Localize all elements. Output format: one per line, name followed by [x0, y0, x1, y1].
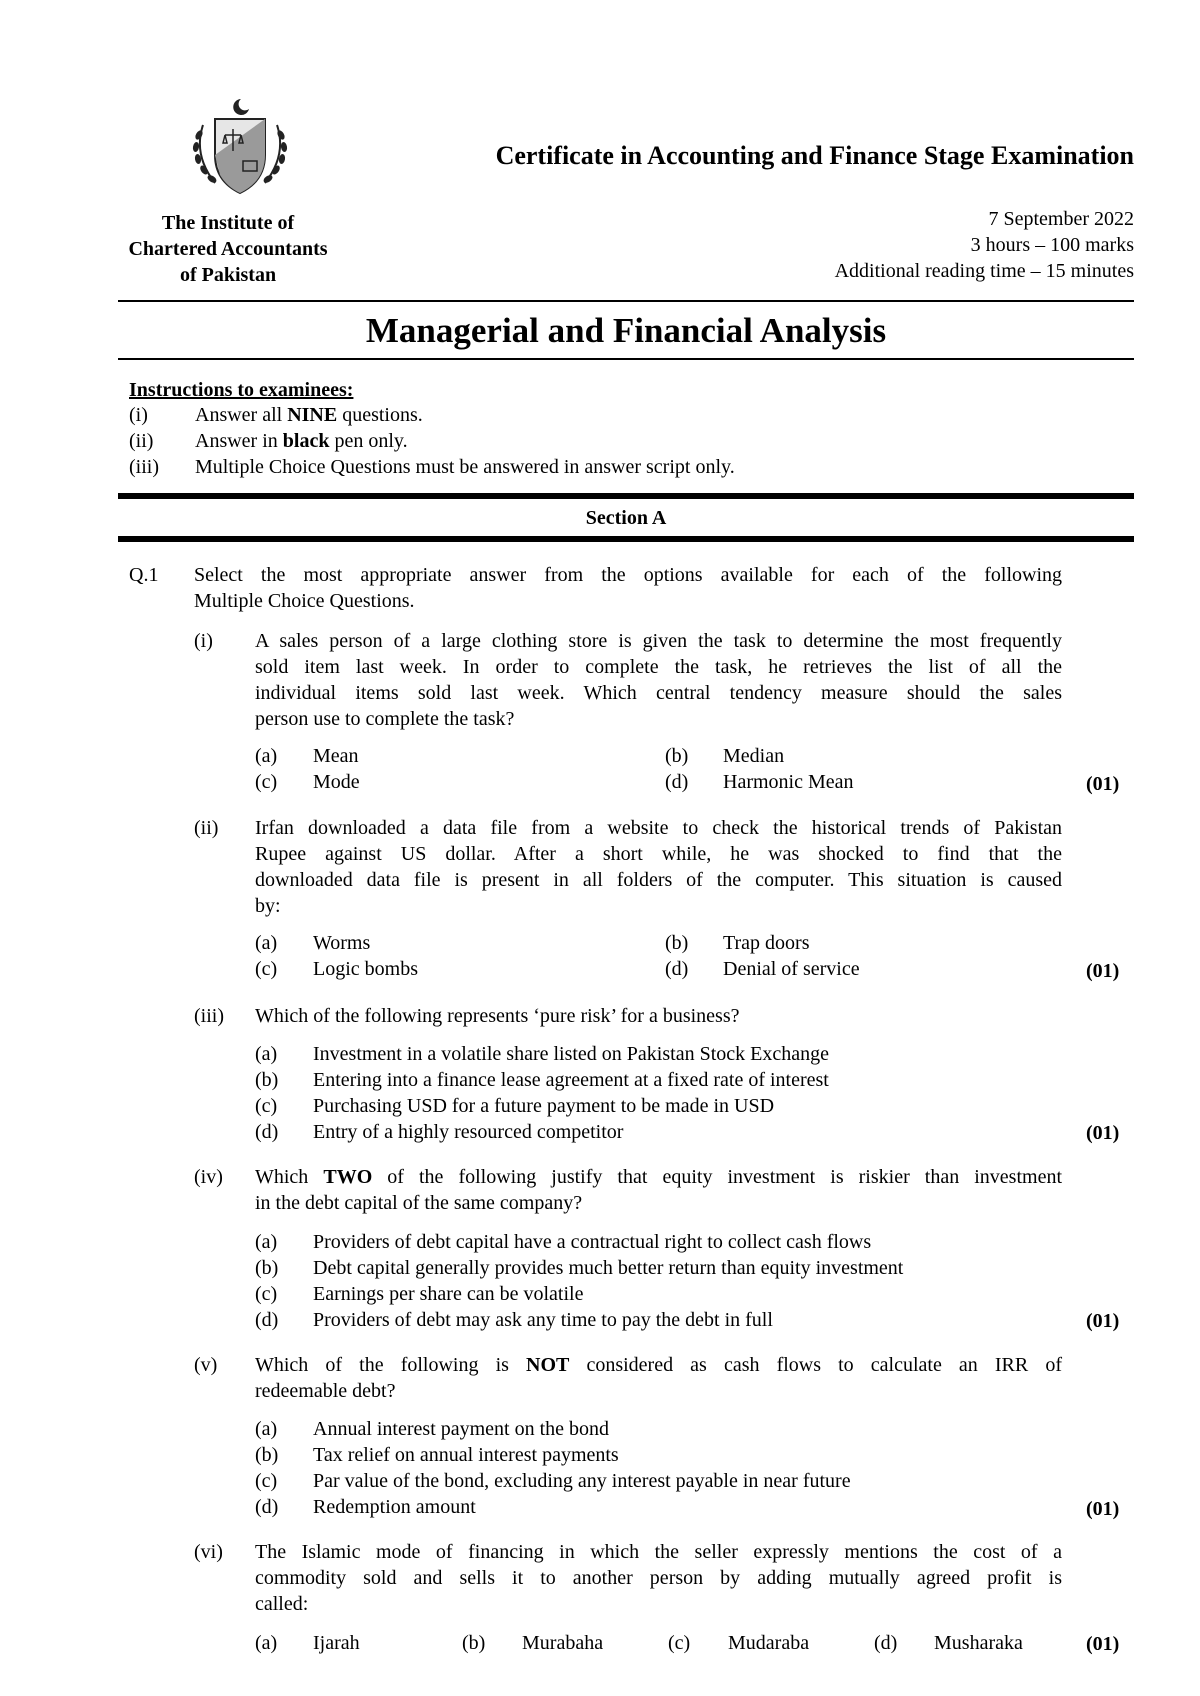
option-text: Ijarah — [313, 1632, 360, 1654]
option-label: (d) — [255, 1496, 279, 1518]
option-text: Mudaraba — [728, 1632, 810, 1654]
subquestion-line: downloaded data file is present in all folders of the computer. This situation is caused — [255, 869, 1062, 891]
option-label: (d) — [665, 958, 689, 980]
option-label: (b) — [255, 1444, 279, 1466]
option-label: (b) — [255, 1257, 279, 1279]
instruction-text-part: Answer in — [195, 430, 283, 452]
exam-title: Certificate in Accounting and Finance Stage Examination — [495, 141, 1134, 170]
option-label: (a) — [255, 1231, 278, 1253]
section-top-divider — [118, 493, 1134, 499]
instruction-emphasis: NINE — [287, 404, 338, 426]
option-text: Trap doors — [723, 932, 810, 954]
option-text: Purchasing USD for a future payment to be made in USD — [313, 1095, 775, 1117]
subquestion-emphasis: NOT — [526, 1354, 570, 1376]
option-text: Debt capital generally provides much better return than equity investment — [313, 1257, 904, 1279]
institute-crest-icon — [185, 95, 295, 200]
marks: (01) — [1086, 1633, 1120, 1655]
option-label: (d) — [874, 1632, 898, 1654]
option-label: (c) — [255, 771, 278, 793]
subquestion-text — [255, 628, 1062, 732]
option-text: Murabaha — [522, 1632, 604, 1654]
option-label: (c) — [255, 1283, 278, 1305]
marks: (01) — [1086, 1498, 1120, 1520]
header-divider — [118, 300, 1134, 302]
subquestion-text-part: Which — [255, 1166, 324, 1188]
option-text: Worms — [313, 932, 371, 954]
instructions-heading: Instructions to examinees: — [129, 379, 354, 401]
marks: (01) — [1086, 960, 1120, 982]
subquestion-line: Which of the following represents ‘pure risk’ for a business? — [255, 1005, 740, 1027]
subquestion-number: (ii) — [194, 817, 219, 839]
subquestion-text-part: of the following justify that equity investment is riskier than investment — [372, 1166, 1063, 1188]
subquestion-line: person use to complete the task? — [255, 708, 515, 730]
subquestion-emphasis: TWO — [323, 1166, 373, 1188]
option-text: Median — [723, 745, 785, 767]
paper-title: Managerial and Financial Analysis — [365, 311, 887, 350]
option-text: Providers of debt capital have a contractual right to collect cash flows — [313, 1231, 872, 1253]
option-text: Logic bombs — [313, 958, 418, 980]
institute-name-line: of Pakistan — [179, 264, 277, 286]
exam-duration: 3 hours – 100 marks — [970, 234, 1134, 256]
instruction-number: (i) — [129, 404, 148, 426]
subquestion-number: (vi) — [194, 1541, 223, 1563]
section-title: Section A — [585, 507, 667, 529]
subquestion-line: The Islamic mode of financing in which the seller expressly mentions the cost of a — [255, 1541, 1062, 1563]
subquestion-line: commodity sold and sells it to another person by adding mutually agreed profit is — [255, 1567, 1062, 1589]
exam-date: 7 September 2022 — [988, 208, 1134, 230]
option-text: Denial of service — [723, 958, 860, 980]
subquestion-text — [255, 1164, 1062, 1216]
option-label: (d) — [255, 1309, 279, 1331]
institute-logo — [185, 95, 295, 200]
institute-name — [118, 210, 338, 288]
option-text: Investment in a volatile share listed on Pakistan Stock Exchange — [313, 1043, 829, 1065]
option-text: Mode — [313, 771, 360, 793]
subquestion-text — [255, 1539, 1062, 1617]
subquestion-number: (v) — [194, 1354, 218, 1376]
option-label: (a) — [255, 932, 278, 954]
option-label: (b) — [462, 1632, 486, 1654]
subquestion-line: Rupee against US dollar. After a short while, he was shocked to find that the — [255, 843, 1062, 865]
subquestion-line: by: — [255, 895, 281, 917]
subquestion-line: sold item last week. In order to complete the task, he retrieves the list of all the — [255, 656, 1062, 678]
subquestion-text — [255, 815, 1062, 919]
marks: (01) — [1086, 1122, 1120, 1144]
subquestion-line — [255, 1352, 1062, 1378]
option-text: Providers of debt may ask any time to pay the debt in full — [313, 1309, 773, 1331]
question-number: Q.1 — [129, 564, 159, 586]
subquestion-text — [255, 1352, 1062, 1404]
institute-name-line: The Institute of — [161, 212, 295, 234]
instruction-text-part: questions. — [337, 404, 423, 426]
subquestion-number: (iii) — [194, 1005, 224, 1027]
marks: (01) — [1086, 1310, 1120, 1332]
option-label: (b) — [665, 745, 689, 767]
option-text: Entry of a highly resourced competitor — [313, 1121, 624, 1143]
instruction-text-part: pen only. — [329, 430, 408, 452]
instruction-number: (iii) — [129, 456, 159, 478]
option-text: Harmonic Mean — [723, 771, 854, 793]
question-intro — [194, 562, 1062, 614]
option-label: (a) — [255, 745, 278, 767]
subquestion-line — [255, 1164, 1062, 1190]
exam-reading-time: Additional reading time – 15 minutes — [834, 260, 1134, 282]
subquestion-line: in the debt capital of the same company? — [255, 1192, 583, 1214]
option-label: (d) — [665, 771, 689, 793]
option-text: Mean — [313, 745, 359, 767]
option-label: (d) — [255, 1121, 279, 1143]
option-label: (b) — [665, 932, 689, 954]
instruction-emphasis: black — [282, 430, 330, 452]
subquestion-line: redeemable debt? — [255, 1380, 396, 1402]
instruction-text — [195, 428, 408, 454]
subquestion-line: A sales person of a large clothing store is given the task to determine the most frequently — [255, 630, 1062, 652]
option-text: Earnings per share can be volatile — [313, 1283, 584, 1305]
option-label: (a) — [255, 1632, 278, 1654]
option-label: (c) — [255, 1470, 278, 1492]
subquestion-line: called: — [255, 1593, 309, 1615]
subquestion-number: (iv) — [194, 1166, 223, 1188]
title-divider — [118, 358, 1134, 360]
option-text: Entering into a finance lease agreement at a fixed rate of interest — [313, 1069, 829, 1091]
institute-name-line: Chartered Accountants — [128, 238, 328, 260]
option-label: (a) — [255, 1043, 278, 1065]
question-intro-line: Select the most appropriate answer from the options available for each of the following — [194, 564, 1062, 586]
option-label: (c) — [255, 1095, 278, 1117]
option-text: Redemption amount — [313, 1496, 476, 1518]
option-label: (b) — [255, 1069, 279, 1091]
option-label: (c) — [668, 1632, 691, 1654]
option-text: Annual interest payment on the bond — [313, 1418, 610, 1440]
option-text: Musharaka — [934, 1632, 1023, 1654]
marks: (01) — [1086, 773, 1120, 795]
question-intro-line: Multiple Choice Questions. — [194, 590, 415, 612]
instruction-text: Multiple Choice Questions must be answered in answer script only. — [195, 456, 735, 478]
instruction-number: (ii) — [129, 430, 154, 452]
subquestion-number: (i) — [194, 630, 213, 652]
section-bottom-divider — [118, 536, 1134, 542]
option-label: (a) — [255, 1418, 278, 1440]
instruction-text-part: Answer all — [195, 404, 288, 426]
instruction-text — [195, 402, 423, 428]
subquestion-text-part: Which of the following is — [255, 1354, 527, 1376]
subquestion-text-part: considered as cash flows to calculate an IRR of — [569, 1354, 1062, 1376]
subquestion-line: Irfan downloaded a data file from a website to check the historical trends of Pakistan — [255, 817, 1062, 839]
subquestion-line: individual items sold last week. Which central tendency measure should the sales — [255, 682, 1062, 704]
option-text: Tax relief on annual interest payments — [313, 1444, 619, 1466]
option-label: (c) — [255, 958, 278, 980]
option-text: Par value of the bond, excluding any interest payable in near future — [313, 1470, 851, 1492]
exam-details — [700, 206, 1134, 284]
